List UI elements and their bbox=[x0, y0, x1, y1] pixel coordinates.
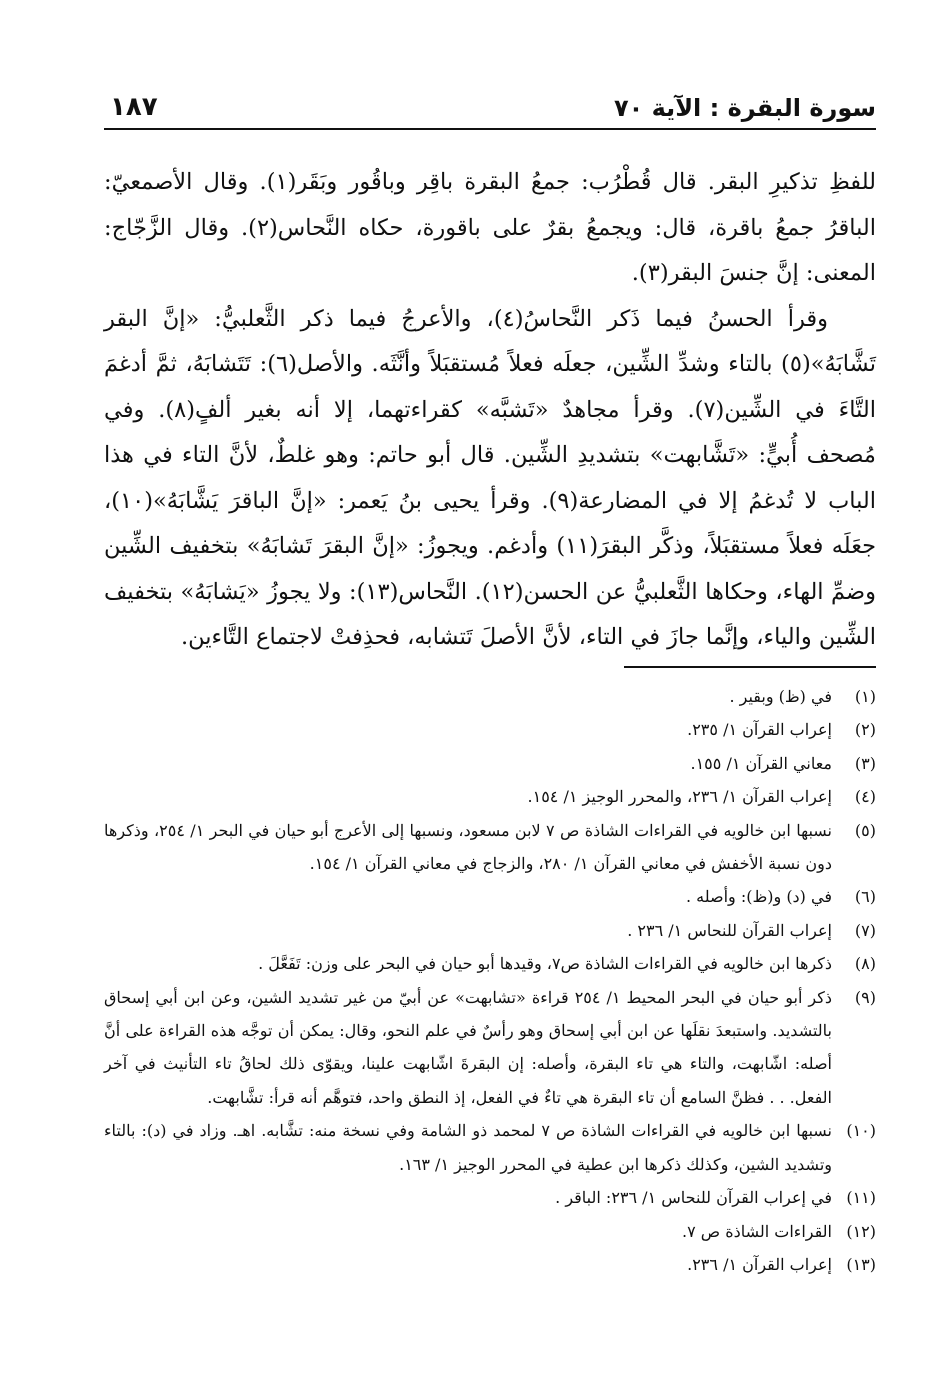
footnote-text: القراءات الشاذة ص ٧. bbox=[682, 1221, 832, 1241]
footnote-text: إعراب القرآن ١/ ٢٣٦، والمحرر الوجيز ١/ ١٥٤. bbox=[527, 787, 832, 807]
footnote-text: إعراب القرآن للنحاس ١/ ٢٣٦ . bbox=[627, 920, 832, 940]
paragraph: وقرأ الحسنُ فيما ذَكر النَّحاسُ(٤)، والأعرجُ فيما ذكر الثَّعلبيُّ: «إنَّ البقر تَشَّابَهُ»(٥) بالتاء وشدِّ الشِّين، جعلَه فعلاً مُستقبَلاً وأنَّثَه. والأصل(٦): تَتَشابَهُ، ثمَّ أدغمَ التَّاءَ في الشِّين(٧). وقرأ مجاهدٌ «تَشبَّه» كقراءتهما، إلا أنه بغير ألفٍ(٨). وفي مُصحف أُبيٍّ: «تَشَّابهت» بتشديدِ الشِّين. قال أبو حاتم: وهو غلطٌ، لأنَّ التاء في هذا الباب لا تُدغمُ إلا في المضارعة(٩). وقرأ يحيى بنُ يَعمر: «إنَّ الباقرَ يَشَّابَهُ»(١٠)، جعَلَه فعلاً مستقبَلاً، وذكَّر البقرَ(١١) وأدغم. ويجوزُ: «إنَّ البقرَ تَشابَهُ» بتخفيف الشِّين وضمِّ الهاء، وحكاها الثَّعلبيُّ عن الحسن(١٢). النَّحاس(١٣): ولا يجوزُ «يَشابَهُ» بتخفيف الشِّين والياء، وإنَّما جازَ في التاء، لأنَّ الأصلَ تَتشابه، فحذِفتْ لاجتماع التَّاءين. bbox=[104, 305, 876, 650]
paragraph: للفظِ تذكيرِ البقر. قال قُطْرُب: جمعُ البقرة باقِر وباقُور وبَقَر(١). وقال الأصمعيّ: الباقرُ جمعُ باقرة، قال: ويجمعُ بقرٌ على باقورة، حكاه النَّحاس(٢). وقال الزَّجّاج: المعنى: إنَّ جنسَ البقر(٣). bbox=[104, 169, 876, 286]
footnote-number: (٨) bbox=[854, 954, 876, 974]
footnote bbox=[104, 1114, 876, 1181]
main-text bbox=[104, 160, 876, 661]
footnote bbox=[104, 780, 876, 813]
footnote-text: نسبها ابن خالويه في القراءات الشاذة ص ٧ لمحمد ذو الشامة وفي نسخة منه: تشَّابه. اهـ. وزاد في (د): بالتاء وتشديد الشين، وكذلك ذكرها ابن عطية في المحرر الوجيز ١/ ١٦٣. bbox=[104, 1121, 832, 1174]
footnote bbox=[104, 713, 876, 746]
footnote bbox=[104, 914, 876, 947]
page-header bbox=[104, 92, 876, 130]
footnote-number: (١٠) bbox=[846, 1121, 876, 1141]
footnote-separator bbox=[624, 666, 876, 668]
footnote-text: في (ظ) وبقير . bbox=[729, 687, 832, 706]
footnote-text: ذكرها ابن خالويه في القراءات الشاذة ص٧، وقيدها أبو حيان في البحر على وزن: تَفَعَّلَ . bbox=[258, 954, 832, 974]
footnote-number: (٣) bbox=[854, 753, 876, 773]
footnote-number: (٤) bbox=[854, 787, 876, 807]
running-title: سورة البقرة : الآية ٧٠ bbox=[613, 94, 876, 122]
footnote-number: (٧) bbox=[854, 920, 876, 940]
footnote-text: ذكر أبو حيان في البحر المحيط ١/ ٢٥٤ قراءة «تشابهت» عن أبيّ من غير تشديد الشين، وعن ابن أبي إسحاق بالتشديد. واستبعدَ نقلَها عن ابن أبي إسحاق وهو رأسٌ في علم النحو، وقال: يمكن أن توجَّه هذه القراءة على أنَّ أصله: اشّابهت، والتاء هي تاء البقرة، وأصله: إن البقرةَ اشّابهت علينا، ويقوّى ذلك لحاقُ تاء التأنيث في آخر الفعل. . . فظنَّ السامع أن تاء البقرة هي تاءٌ في الفعل، إذ النطق واحد، فتوهَّم أنه قرأ: تشَّابهت. bbox=[104, 987, 832, 1107]
footnote-text: إعراب القرآن ١/ ٢٣٥. bbox=[687, 720, 832, 740]
footnote-text: إعراب القرآن ١/ ٢٣٦. bbox=[687, 1254, 832, 1274]
footnote-number: (١٣) bbox=[846, 1254, 876, 1274]
footnote bbox=[104, 747, 876, 780]
footnote bbox=[104, 680, 876, 713]
footnote-number: (١٢) bbox=[846, 1221, 876, 1241]
footnote bbox=[104, 1181, 876, 1214]
footnote-text: في إعراب القرآن للنحاس ١/ ٢٣٦: الباقر . bbox=[555, 1188, 832, 1208]
footnote-number: (٢) bbox=[854, 720, 876, 740]
footnote bbox=[104, 1248, 876, 1281]
footnote-number: (٦) bbox=[854, 887, 876, 907]
footnote bbox=[104, 981, 876, 1115]
footnote-text: نسبها ابن خالويه في القراءات الشاذة ص ٧ لابن مسعود، ونسبها إلى الأعرج أبو حيان في البحر ١/ ٢٥٤، وذكرها دون نسبة الأخفش في معاني القرآن ١/ ٢٨٠، والزجاج في معاني القرآن ١/ ١٥٤. bbox=[104, 820, 832, 874]
page-number: ١٨٧ bbox=[110, 92, 158, 122]
footnote-number: (١١) bbox=[846, 1188, 876, 1208]
footnote-text: في (د) و(ظ): وأصله . bbox=[685, 887, 832, 907]
footnote bbox=[104, 814, 876, 881]
footnote-number: (٥) bbox=[854, 820, 876, 840]
footnote bbox=[104, 947, 876, 980]
footnote-text: معاني القرآن ١/ ١٥٥. bbox=[690, 753, 832, 773]
footnotes bbox=[104, 680, 876, 1281]
footnote bbox=[104, 880, 876, 913]
footnote-number: (١) bbox=[854, 687, 876, 706]
footnote-number: (٩) bbox=[854, 987, 876, 1007]
footnote bbox=[104, 1215, 876, 1248]
